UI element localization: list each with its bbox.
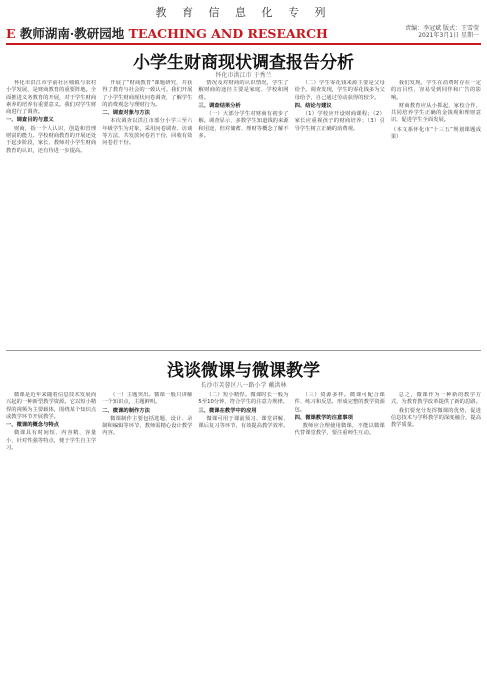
article-divider xyxy=(6,350,481,351)
subheading: 四、微课教学的注意事项 xyxy=(294,414,353,421)
article2-body xyxy=(6,392,481,684)
subheading: 一、微课的概念与特点 xyxy=(6,422,59,429)
paragraph: （二）学生零花钱来源主要是父母给予。调查发现，学生的零花钱多为父母给予，自己通过劳动获得的较少。 xyxy=(294,80,385,101)
paragraph: 财商教育应从小抓起，家校合作，共同培养学生正确的金钱观和理财意识，促进学生全面发展。 xyxy=(390,102,482,124)
article2-column-4 xyxy=(295,392,385,684)
paragraph: 教师应合理使用微课，不能以微课代替课堂教学，要注重师生互动。 xyxy=(294,423,385,437)
top-banner xyxy=(0,0,487,22)
paragraph: 情况及对财商的认识情况，学生了解财商的途径主要是家庭、学校和网络。 xyxy=(198,80,289,101)
paragraph: 怀化市洪江市学前社区城镇与农村小学发展，是财商教育的重要阵地。全面推进义务教育的开展，对于学生财商素养的培养有重要意义。我们对学生财商进行了调查。 xyxy=(6,80,97,116)
paragraph: （三）资源多样。微课可配合课件、练习和反思，形成完整的教学资源包。 xyxy=(294,392,385,413)
paragraph: 开展了“财商教育”课题研究，并获得了教育与社会的一致认可。我们开展了小学生财商现状问卷调查，了解学生的消费观念与理财行为。 xyxy=(102,80,193,108)
article1-column-5 xyxy=(391,80,481,346)
subheading: 四、结论与建议 xyxy=(294,102,332,109)
paragraph: 我们发现，学生在消费时存在一定的盲目性，容易受到同伴和广告的影响。 xyxy=(390,80,482,101)
subheading: 一、调查目的与意义 xyxy=(6,117,54,124)
paragraph: 微课制作主要包括选题、设计、录制和编辑等环节，教师需精心设计教学内容。 xyxy=(102,415,193,437)
paragraph: 微课是近年来随着信息技术发展而兴起的一种新型教学资源。它以短小精悍的视频为主要载体，围绕某个知识点或教学环节开展教学。 xyxy=(6,392,97,420)
subheading: 三、微课在教学中的应用 xyxy=(198,407,257,414)
paper-name: 教师湖南·教研园地 xyxy=(19,26,125,41)
issue-date: 2021年3月1日 星期一 xyxy=(418,32,479,39)
article1-body xyxy=(6,80,481,346)
paragraph: （一）大部分学生对财商有初步了解。调查显示，多数学生知道钱的来源和用途，但对储蓄、理财等概念了解不多。 xyxy=(198,111,289,140)
subheading: 三、调查结果分析 xyxy=(198,102,241,109)
english-title: TEACHING AND RESEARCH xyxy=(128,26,328,41)
article1-column-4 xyxy=(295,80,385,346)
paragraph: （二）短小精悍。微课时长一般为5至10分钟，符合学生的注意力规律。 xyxy=(198,392,289,406)
article2-column-5 xyxy=(391,392,481,684)
article1-note: （本文系怀化市“十三五”规划课题成果） xyxy=(390,126,482,141)
paragraph: 微课可用于课前预习、课堂讲解、课后复习等环节，有效提高教学效率。 xyxy=(198,415,289,430)
paragraph: 总之，微课作为一种新的教学方式，为教育教学改革提供了新的思路。 xyxy=(390,392,482,406)
paragraph: 我们要充分发挥微课的优势，促进信息技术与学科教学的深度融合，提高教学质量。 xyxy=(390,407,482,429)
editor-info: 责编：李冠斌 版式：王雪莹 xyxy=(405,25,479,32)
article1-column-2 xyxy=(102,80,192,346)
header-rule xyxy=(6,43,481,45)
paragraph: （1）学校应开设财商课程；（2）家长应重视孩子的财商培养；（3）引导学生树立正确的消费观。 xyxy=(294,111,385,132)
page-code: E xyxy=(6,26,16,41)
subheading: 二、微课的制作方法 xyxy=(102,407,150,414)
article1-column-3 xyxy=(198,80,288,346)
page-header xyxy=(0,22,487,42)
article2-column-1 xyxy=(6,392,96,684)
article2-title: 浅谈微课与微课教学 xyxy=(167,361,320,381)
paragraph: 财商，指一个人认识、创造和管理财富的能力。学校财商教育的开展还处于起步阶段，家长、教师对小学生财商教育的认识，还有待进一步提高。 xyxy=(6,125,97,154)
article1-column-1 xyxy=(6,80,96,346)
subheading: 二、调查对象与方法 xyxy=(102,110,150,117)
article2-column-2 xyxy=(102,392,192,684)
article2-author: 长沙市芙蓉区八一路小学 戴洪林 xyxy=(200,382,287,389)
paragraph: 微课具有时间短、内容精、容量小、针对性强等特点，便于学生自主学习。 xyxy=(6,430,97,452)
section-label xyxy=(6,24,328,42)
banner-slogan: 教 育 信 息 化 专 列 xyxy=(155,6,332,19)
article1-title: 小学生财商现状调查报告分析 xyxy=(133,53,354,73)
paragraph: （一）主题突出。微课一般只讲解一个知识点，主题鲜明。 xyxy=(102,392,193,406)
article2-column-3 xyxy=(198,392,288,684)
paragraph: 本次调查以洪江市部分小学三至六年级学生为对象，采用问卷调查、访谈等方法，共发放问卷若干份，回收有效问卷若干份。 xyxy=(102,118,193,147)
meta-info xyxy=(405,25,479,39)
article1-author: 怀化市洪江市 于秀兰 xyxy=(215,72,272,79)
